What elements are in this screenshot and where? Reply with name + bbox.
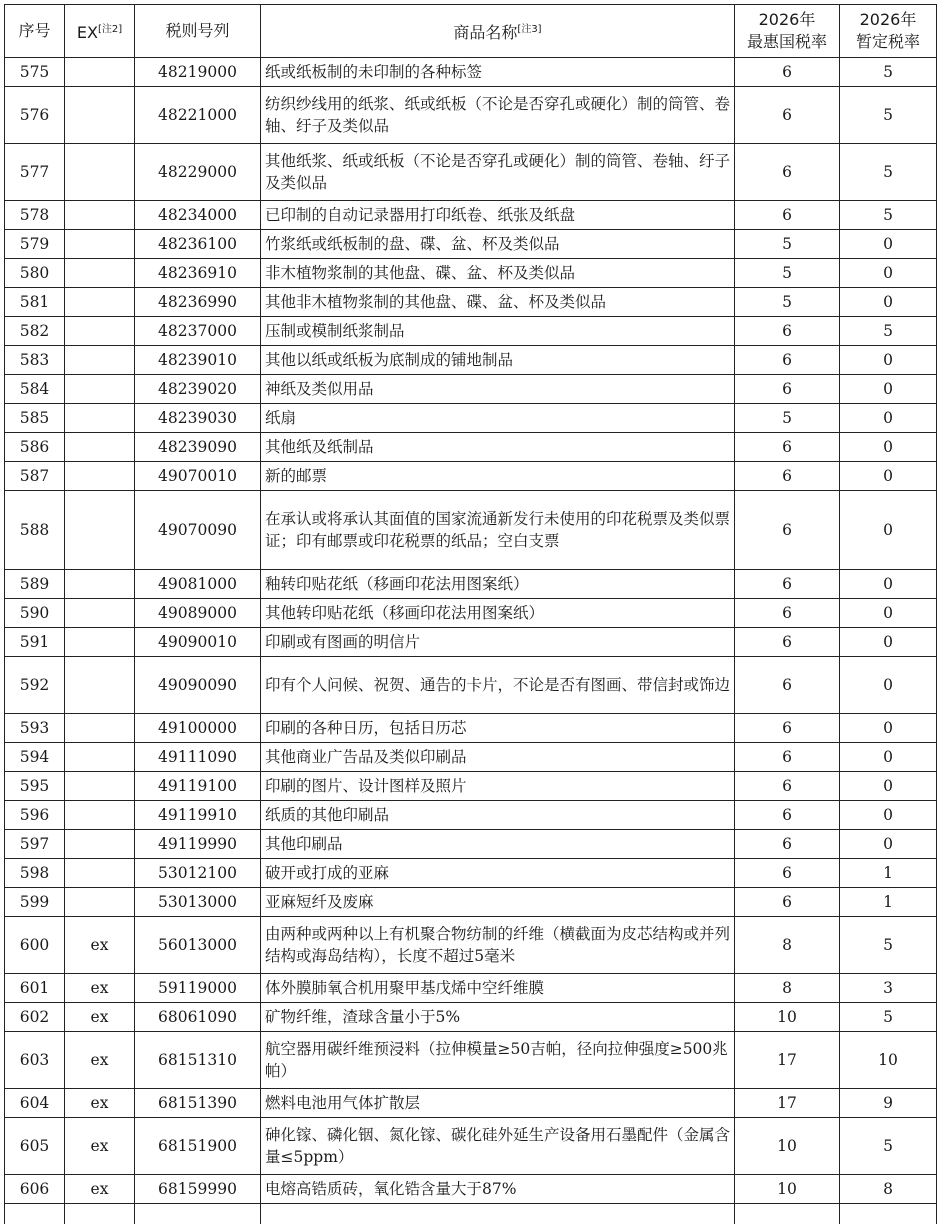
table-row	[5, 599, 937, 628]
cell-temp-rate: 0	[840, 288, 937, 317]
cell-ex: ex	[65, 1175, 135, 1204]
table-row	[5, 288, 937, 317]
cell-ex	[65, 375, 135, 404]
cell-name: 纸或纸板制的未印制的各种标签	[261, 58, 735, 87]
table-row	[5, 772, 937, 801]
cell-ex	[65, 259, 135, 288]
cell-name: 其他纸浆、纸或纸板（不论是否穿孔或硬化）制的筒管、卷轴、纡子及类似品	[261, 144, 735, 201]
cell-code: 49119990	[135, 830, 261, 859]
cell-seq: 595	[5, 772, 65, 801]
cell-temp-rate: 1	[840, 888, 937, 917]
cell-ex	[65, 628, 135, 657]
table-row	[5, 144, 937, 201]
cell-ex	[65, 346, 135, 375]
cell-name: 釉转印贴花纸（移画印花法用图案纸）	[261, 570, 735, 599]
cell-code: 49111090	[135, 743, 261, 772]
cell-code: 49081000	[135, 570, 261, 599]
cell-seq: 583	[5, 346, 65, 375]
cell-mfn-rate: 6	[735, 462, 840, 491]
cell-seq: 584	[5, 375, 65, 404]
table-row	[5, 375, 937, 404]
table-row	[5, 888, 937, 917]
cell-mfn-rate: 17	[735, 1032, 840, 1089]
cell-seq: 597	[5, 830, 65, 859]
table-row	[5, 628, 937, 657]
cell-temp-rate: 0	[840, 433, 937, 462]
header-mfn-rate: 2026年 最惠国税率	[735, 5, 840, 58]
cell-temp-rate: 0	[840, 570, 937, 599]
cell-temp-rate: 0	[840, 772, 937, 801]
cell-ex	[65, 462, 135, 491]
header-temp-rate: 2026年 暂定税率	[840, 5, 937, 58]
cell-seq: 587	[5, 462, 65, 491]
cell-seq: 592	[5, 657, 65, 714]
cell-temp-rate: 0	[840, 346, 937, 375]
cell-name: 体外膜肺氧合机用聚甲基戊烯中空纤维膜	[261, 974, 735, 1003]
cell-name: 印刷或有图画的明信片	[261, 628, 735, 657]
cell-code: 53012100	[135, 859, 261, 888]
table-header-row	[5, 5, 937, 58]
cell-seq: 596	[5, 801, 65, 830]
cell-name: 印有个人问候、祝贺、通告的卡片，不论是否有图画、带信封或饰边	[261, 657, 735, 714]
cell-name: 砷化镓、磷化铟、氮化镓、碳化硅外延生产设备用石墨配件（金属含量≤5ppm）	[261, 1118, 735, 1175]
cell-temp-rate: 0	[840, 657, 937, 714]
table-row	[5, 570, 937, 599]
table-row	[5, 346, 937, 375]
table-row	[5, 259, 937, 288]
cell-temp-rate: 5	[840, 58, 937, 87]
cell-ex	[65, 433, 135, 462]
header-seq: 序号	[5, 5, 65, 58]
cell-code: 48239020	[135, 375, 261, 404]
cell-code: 48239030	[135, 404, 261, 433]
cell-temp-rate: 3	[840, 974, 937, 1003]
cell-empty	[735, 1204, 840, 1224]
cell-seq: 602	[5, 1003, 65, 1032]
cell-seq: 593	[5, 714, 65, 743]
cell-code: 49089000	[135, 599, 261, 628]
table-row	[5, 974, 937, 1003]
cell-code: 49090010	[135, 628, 261, 657]
cell-empty	[261, 1204, 735, 1224]
cell-mfn-rate: 8	[735, 974, 840, 1003]
table-row	[5, 317, 937, 346]
cell-code: 68159990	[135, 1175, 261, 1204]
cell-mfn-rate: 6	[735, 714, 840, 743]
cell-code: 48229000	[135, 144, 261, 201]
cell-name: 燃料电池用气体扩散层	[261, 1089, 735, 1118]
cell-seq: 576	[5, 87, 65, 144]
cell-code: 68151390	[135, 1089, 261, 1118]
cell-code: 48237000	[135, 317, 261, 346]
table-row	[5, 462, 937, 491]
cell-seq: 579	[5, 230, 65, 259]
cell-code: 48239090	[135, 433, 261, 462]
cell-code: 48239010	[135, 346, 261, 375]
cell-code: 56013000	[135, 917, 261, 974]
cell-ex	[65, 58, 135, 87]
cell-name: 由两种或两种以上有机聚合物纺制的纤维（横截面为皮芯结构或并列结构或海岛结构），长度不超过5毫米	[261, 917, 735, 974]
cell-name: 矿物纤维，渣球含量小于5%	[261, 1003, 735, 1032]
cell-seq: 581	[5, 288, 65, 317]
cell-temp-rate: 5	[840, 1118, 937, 1175]
cell-ex	[65, 144, 135, 201]
cell-code: 68151900	[135, 1118, 261, 1175]
cell-ex	[65, 404, 135, 433]
cell-ex: ex	[65, 1003, 135, 1032]
cell-seq: 588	[5, 491, 65, 570]
cell-temp-rate: 0	[840, 230, 937, 259]
table-row	[5, 1003, 937, 1032]
cell-code: 49070090	[135, 491, 261, 570]
cell-seq: 603	[5, 1032, 65, 1089]
cell-ex	[65, 87, 135, 144]
cell-mfn-rate: 10	[735, 1118, 840, 1175]
cell-temp-rate: 0	[840, 628, 937, 657]
header-name-note: [注3]	[517, 24, 541, 35]
cell-name: 其他转印贴花纸（移画印花法用图案纸）	[261, 599, 735, 628]
cell-ex	[65, 830, 135, 859]
cell-seq: 606	[5, 1175, 65, 1204]
cell-mfn-rate: 6	[735, 772, 840, 801]
cell-name: 印刷的各种日历，包括日历芯	[261, 714, 735, 743]
cell-ex	[65, 714, 135, 743]
cell-mfn-rate: 6	[735, 888, 840, 917]
cell-temp-rate: 5	[840, 317, 937, 346]
cell-name: 亚麻短纤及废麻	[261, 888, 735, 917]
table-row	[5, 801, 937, 830]
header-name: 商品名称[注3]	[261, 5, 735, 58]
table-row	[5, 917, 937, 974]
cell-temp-rate: 0	[840, 714, 937, 743]
cell-temp-rate: 5	[840, 201, 937, 230]
cell-name: 其他非木植物浆制的其他盘、碟、盆、杯及类似品	[261, 288, 735, 317]
cell-code: 49119100	[135, 772, 261, 801]
cell-name: 竹浆纸或纸板制的盘、碟、盆、杯及类似品	[261, 230, 735, 259]
cell-seq: 582	[5, 317, 65, 346]
cell-seq: 575	[5, 58, 65, 87]
cell-ex	[65, 317, 135, 346]
cell-mfn-rate: 5	[735, 259, 840, 288]
cell-mfn-rate: 5	[735, 404, 840, 433]
cell-temp-rate: 0	[840, 462, 937, 491]
cell-seq: 604	[5, 1089, 65, 1118]
cell-mfn-rate: 6	[735, 743, 840, 772]
cell-code: 48236910	[135, 259, 261, 288]
cell-seq: 577	[5, 144, 65, 201]
table-row	[5, 433, 937, 462]
cell-seq: 586	[5, 433, 65, 462]
cell-ex	[65, 657, 135, 714]
cell-seq: 580	[5, 259, 65, 288]
cell-mfn-rate: 6	[735, 433, 840, 462]
cell-temp-rate: 0	[840, 491, 937, 570]
table-row	[5, 1089, 937, 1118]
table-row	[5, 1118, 937, 1175]
cell-ex	[65, 288, 135, 317]
table-row	[5, 1175, 937, 1204]
cell-mfn-rate: 6	[735, 87, 840, 144]
cell-mfn-rate: 6	[735, 628, 840, 657]
cell-name: 其他纸及纸制品	[261, 433, 735, 462]
cell-ex	[65, 230, 135, 259]
cell-temp-rate: 0	[840, 375, 937, 404]
cell-ex	[65, 491, 135, 570]
tariff-table	[4, 4, 937, 1224]
cell-ex	[65, 743, 135, 772]
cell-temp-rate: 0	[840, 259, 937, 288]
cell-code: 48219000	[135, 58, 261, 87]
cell-mfn-rate: 6	[735, 491, 840, 570]
cell-empty	[5, 1204, 65, 1224]
cell-mfn-rate: 6	[735, 859, 840, 888]
cell-name: 已印制的自动记录器用打印纸卷、纸张及纸盘	[261, 201, 735, 230]
cell-empty	[840, 1204, 937, 1224]
cell-name: 非木植物浆制的其他盘、碟、盆、杯及类似品	[261, 259, 735, 288]
cell-name: 印刷的图片、设计图样及照片	[261, 772, 735, 801]
cell-mfn-rate: 10	[735, 1003, 840, 1032]
cell-mfn-rate: 6	[735, 801, 840, 830]
cell-code: 48234000	[135, 201, 261, 230]
cell-temp-rate: 1	[840, 859, 937, 888]
table-row	[5, 58, 937, 87]
cell-code: 59119000	[135, 974, 261, 1003]
cell-name: 新的邮票	[261, 462, 735, 491]
cell-name: 神纸及类似用品	[261, 375, 735, 404]
table-row	[5, 87, 937, 144]
cell-seq: 599	[5, 888, 65, 917]
cell-ex	[65, 859, 135, 888]
cell-ex	[65, 570, 135, 599]
cell-temp-rate: 0	[840, 801, 937, 830]
header-code: 税则号列	[135, 5, 261, 58]
cell-mfn-rate: 5	[735, 288, 840, 317]
cell-code: 49070010	[135, 462, 261, 491]
cell-name: 电熔高锆质砖，氧化锆含量大于87%	[261, 1175, 735, 1204]
cell-name: 纺织纱线用的纸浆、纸或纸板（不论是否穿孔或硬化）制的筒管、卷轴、纡子及类似品	[261, 87, 735, 144]
table-row	[5, 201, 937, 230]
cell-temp-rate: 8	[840, 1175, 937, 1204]
cell-seq: 578	[5, 201, 65, 230]
cell-ex	[65, 888, 135, 917]
cell-mfn-rate: 6	[735, 317, 840, 346]
cell-code: 48236990	[135, 288, 261, 317]
table-row	[5, 743, 937, 772]
cell-seq: 591	[5, 628, 65, 657]
cell-temp-rate: 0	[840, 743, 937, 772]
cell-code: 49090090	[135, 657, 261, 714]
cell-mfn-rate: 10	[735, 1175, 840, 1204]
cell-mfn-rate: 6	[735, 346, 840, 375]
cell-code: 49100000	[135, 714, 261, 743]
cell-name: 破开或打成的亚麻	[261, 859, 735, 888]
cell-name: 其他商业广告品及类似印刷品	[261, 743, 735, 772]
cell-seq: 594	[5, 743, 65, 772]
cell-name: 压制或模制纸浆制品	[261, 317, 735, 346]
cell-name: 其他印刷品	[261, 830, 735, 859]
cell-mfn-rate: 6	[735, 599, 840, 628]
cell-seq: 589	[5, 570, 65, 599]
cell-temp-rate: 9	[840, 1089, 937, 1118]
table-row	[5, 404, 937, 433]
cell-temp-rate: 5	[840, 917, 937, 974]
cell-name: 在承认或将承认其面值的国家流通新发行未使用的印花税票及类似票证；印有邮票或印花税票的纸品；空白支票	[261, 491, 735, 570]
cell-ex: ex	[65, 1118, 135, 1175]
cell-mfn-rate: 17	[735, 1089, 840, 1118]
table-row-partial	[5, 1204, 937, 1224]
cell-seq: 605	[5, 1118, 65, 1175]
table-row	[5, 491, 937, 570]
cell-name: 纸质的其他印刷品	[261, 801, 735, 830]
table-row	[5, 230, 937, 259]
cell-ex	[65, 801, 135, 830]
cell-temp-rate: 0	[840, 830, 937, 859]
cell-mfn-rate: 6	[735, 657, 840, 714]
cell-temp-rate: 5	[840, 144, 937, 201]
cell-seq: 598	[5, 859, 65, 888]
cell-ex	[65, 201, 135, 230]
cell-seq: 601	[5, 974, 65, 1003]
cell-code: 48236100	[135, 230, 261, 259]
table-row	[5, 714, 937, 743]
header-ex: EX[注2]	[65, 5, 135, 58]
cell-empty	[65, 1204, 135, 1224]
cell-ex	[65, 772, 135, 801]
header-ex-note: [注2]	[98, 24, 122, 35]
cell-name: 航空器用碳纤维预浸料（拉伸模量≥50吉帕，径向拉伸强度≥500兆帕）	[261, 1032, 735, 1089]
cell-mfn-rate: 8	[735, 917, 840, 974]
cell-code: 53013000	[135, 888, 261, 917]
cell-ex: ex	[65, 917, 135, 974]
cell-temp-rate: 5	[840, 87, 937, 144]
cell-seq: 600	[5, 917, 65, 974]
cell-mfn-rate: 6	[735, 144, 840, 201]
cell-ex: ex	[65, 974, 135, 1003]
cell-code: 68151310	[135, 1032, 261, 1089]
cell-code: 49119910	[135, 801, 261, 830]
cell-mfn-rate: 6	[735, 570, 840, 599]
cell-seq: 585	[5, 404, 65, 433]
cell-temp-rate: 0	[840, 404, 937, 433]
cell-name: 纸扇	[261, 404, 735, 433]
table-row	[5, 657, 937, 714]
cell-ex: ex	[65, 1032, 135, 1089]
cell-code: 48221000	[135, 87, 261, 144]
cell-temp-rate: 0	[840, 599, 937, 628]
cell-temp-rate: 5	[840, 1003, 937, 1032]
cell-ex: ex	[65, 1089, 135, 1118]
cell-temp-rate: 10	[840, 1032, 937, 1089]
table-row	[5, 1032, 937, 1089]
cell-mfn-rate: 6	[735, 58, 840, 87]
cell-mfn-rate: 5	[735, 230, 840, 259]
cell-empty	[135, 1204, 261, 1224]
cell-ex	[65, 599, 135, 628]
table-row	[5, 859, 937, 888]
cell-mfn-rate: 6	[735, 201, 840, 230]
cell-seq: 590	[5, 599, 65, 628]
cell-mfn-rate: 6	[735, 830, 840, 859]
cell-name: 其他以纸或纸板为底制成的铺地制品	[261, 346, 735, 375]
cell-mfn-rate: 6	[735, 375, 840, 404]
cell-code: 68061090	[135, 1003, 261, 1032]
table-row	[5, 830, 937, 859]
